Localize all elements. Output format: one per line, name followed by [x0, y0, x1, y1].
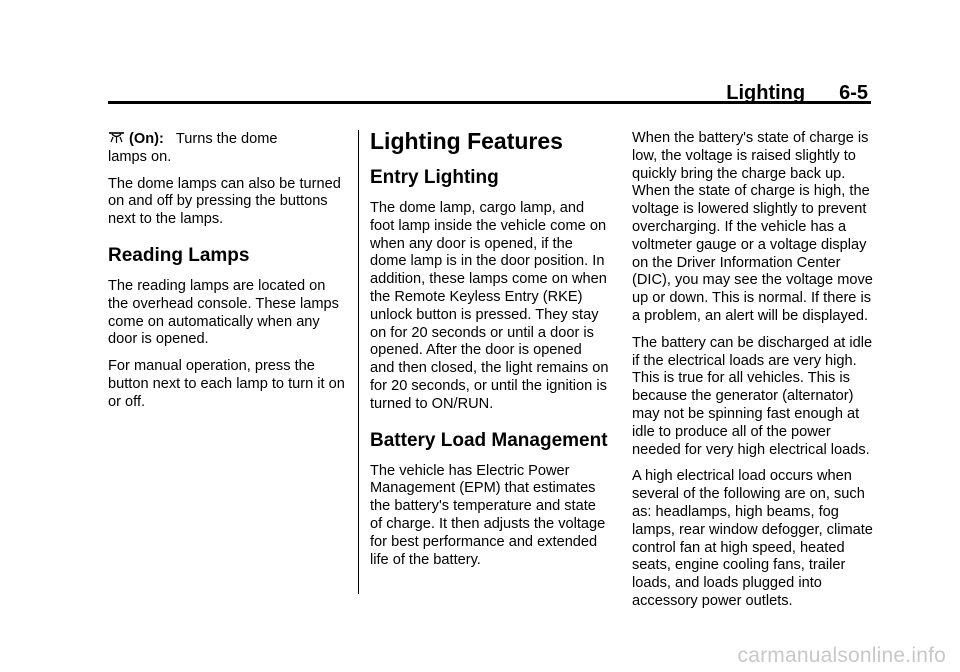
dome-buttons-paragraph: The dome lamps can also be turned on and off by pressing the buttons next to the lamps. — [108, 175, 341, 228]
page-header — [0, 0, 960, 108]
column-1 — [108, 131, 348, 421]
state-of-charge-paragraph: When the battery's state of charge is low, the voltage is raised slightly to quickly bring the charge back up. When the state of charge is high, the voltage is lowered slightly to prevent overcharging. If the vehicle has a voltmeter gauge or a voltage display on the Driver Information Center (DIC), you may see the voltage move up or down. This is normal. If there is a problem, an alert will be displayed. — [632, 130, 873, 324]
dome-on-entry — [108, 131, 348, 149]
section-title: Lighting — [726, 82, 806, 104]
entry-lighting-paragraph: The dome lamp, cargo lamp, and foot lamp inside the vehicle come on when any door is opened, if the dome lamp is in the door position. In addition, these lamps come on when the Remote Keyless Entry (RKE) unlock button is pressed. They stay on for 20 seconds or until a door is opened. After the door is opened and then closed, the light remains on for 20 seconds, or until the ignition is turned to ON/RUN. — [370, 200, 609, 412]
header-rule — [108, 101, 871, 104]
high-load-paragraph: A high electrical load occurs when several of the following are on, such as: headlamps, high beams, fog lamps, rear window defogger, climate control fan at high speed, heated seats, engine cooling fans, trailer loads, and loads plugged into accessory power outlets. — [632, 468, 873, 609]
on-description: Turns the dome — [175, 131, 278, 147]
watermark: carmanualsonline.info — [737, 644, 946, 667]
heading-battery-load-management: Battery Load Management — [370, 429, 608, 451]
heading-entry-lighting: Entry Lighting — [370, 167, 499, 188]
on-description-cont: lamps on. — [108, 148, 172, 165]
heading-reading-lamps: Reading Lamps — [108, 244, 250, 266]
dome-lamp-on-icon — [108, 131, 125, 144]
column-divider — [358, 130, 359, 594]
column-3 — [632, 130, 874, 620]
battery-paragraph: The vehicle has Electric Power Management (EPM) that estimates the battery's temperature and state of charge. It then adjusts the voltage for best performance and extended life of the battery. — [370, 462, 606, 568]
manual-operation-paragraph: For manual operation, press the button next to each lamp to turn it on or off. — [108, 358, 345, 410]
page-number: 6-5 — [839, 82, 868, 104]
column-2 — [370, 128, 610, 578]
on-label: (On): — [129, 131, 164, 147]
reading-lamps-paragraph: The reading lamps are located on the overhead console. These lamps come on automatically when any door is opened. — [108, 277, 339, 348]
discharge-paragraph: The battery can be discharged at idle if the electrical loads are very high. This is true for all vehicles. This is because the generator (alternator) may not be spinning fast enough at idle to produce all of the power needed for very high electrical loads. — [632, 334, 873, 458]
heading-lighting-features: Lighting Features — [370, 128, 563, 154]
